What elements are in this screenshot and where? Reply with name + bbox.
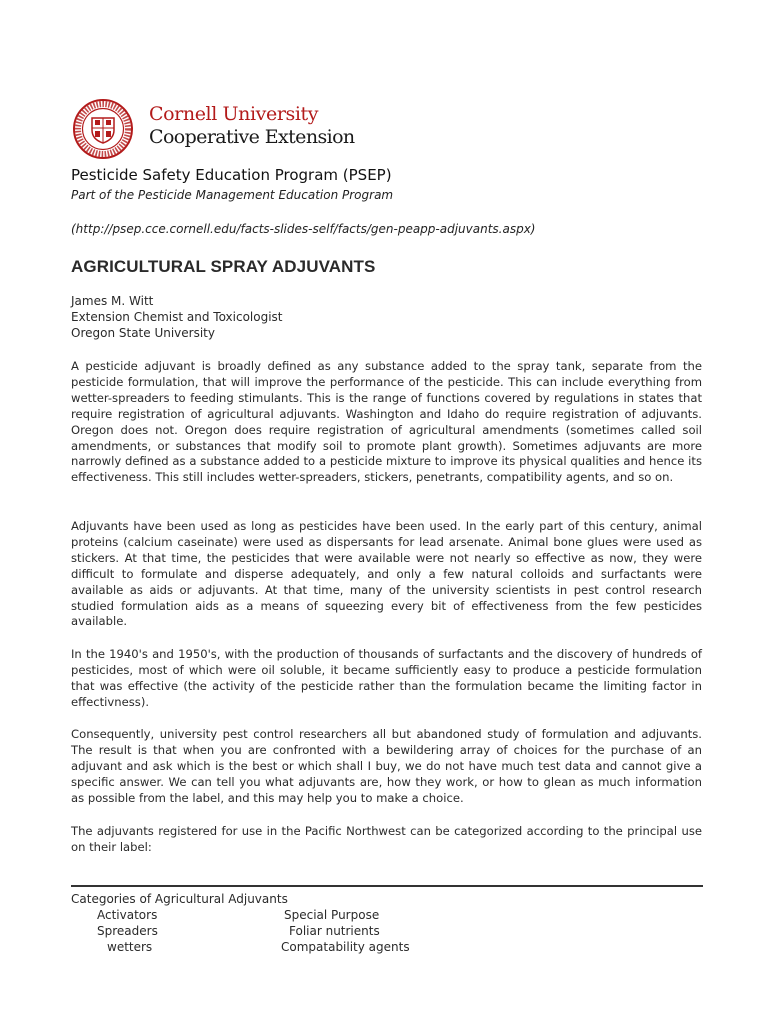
paragraph-definition: A pesticide adjuvant is broadly defined as any substance added to the spray tank, separate from the pesticide formulation, that will improve the performance of the pesticide. This can include everything from wetter-spreaders to feeding stimulants. This is the range of functions covered by regulations in states that require registration of agricultural adjuvants. Washington and Idaho do require registration of adjuvants. Oregon does not. Oregon does require registration of agricultural amendments (sometimes called soil amendments, or substances that modify soil to promote plant growth). Sometimes adjuvants are more narrowly defined as a substance added to a pesticide mixture to improve its physical qualities and hence its effectiveness. This still includes wetter-spreaders, stickers, penetrants, compatibility agents, and so on. [71, 359, 702, 485]
document-title: AGRICULTURAL SPRAY ADJUVANTS [71, 257, 376, 276]
category-item: Foliar nutrients [289, 924, 380, 938]
author-position: Extension Chemist and Toxicologist [71, 310, 283, 324]
cornell-cooperative-extension-logo [72, 98, 372, 160]
author-institution: Oregon State University [71, 326, 215, 340]
categories-heading: Categories of Agricultural Adjuvants [71, 892, 288, 906]
category-item: wetters [107, 940, 153, 954]
source-url: (http://psep.cce.cornell.edu/facts-slides-self/facts/gen-peapp-adjuvants.aspx) [71, 222, 536, 236]
category-item: Activators [97, 908, 158, 922]
program-title: Pesticide Safety Education Program (PSEP) [71, 166, 392, 184]
section-divider [71, 885, 703, 887]
paragraph-consequently: Consequently, university pest control researchers all but abandoned study of formulation and adjuvants. The result is that when you are confronted with a bewildering array of choices for the purchase of an adjuvant and ask which is the best or which shall I buy, we do not have much test data and cannot give a specific answer. We can tell you what adjuvants are, how they work, or how to glean as much information as possible from the label, and this may help you to make a choice. [71, 727, 702, 805]
category-item: Special Purpose [284, 908, 380, 922]
category-item: Spreaders [97, 924, 158, 938]
program-subtitle: Part of the Pesticide Management Education Program [71, 188, 394, 202]
paragraph-1940s: In the 1940's and 1950's, with the production of thousands of surfactants and the discovery of hundreds of pesticides, most of which were oil soluble, it became sufficiently easy to produce a pesticide formulation that was effective (the activity of the pesticide rather than the formulation became the limiting factor in effectivness). [71, 647, 702, 709]
category-item: Compatability agents [281, 940, 410, 954]
cooperative-extension-label: Cooperative Extension [149, 126, 355, 148]
cornell-seal-icon [72, 98, 134, 160]
paragraph-categories-intro: The adjuvants registered for use in the Pacific Northwest can be categorized according to the principal use on their label: [71, 824, 702, 854]
university-name: Cornell University [149, 103, 319, 125]
author-name: James M. Witt [71, 294, 154, 308]
paragraph-history: Adjuvants have been used as long as pesticides have been used. In the early part of this century, animal proteins (calcium caseinate) were used as dispersants for lead arsenate. Animal bone glues were used as stickers. At that time, the pesticides that were available were not nearly so effective as now, they were difficult to formulate and disperse adequately, and only a few natural colloids and surfactants were available as aids or adjuvants. At that time, many of the university scientists in pest control research studied formulation aids as a means of squeezing every bit of effectiveness from the few pesticides available. [71, 519, 702, 629]
